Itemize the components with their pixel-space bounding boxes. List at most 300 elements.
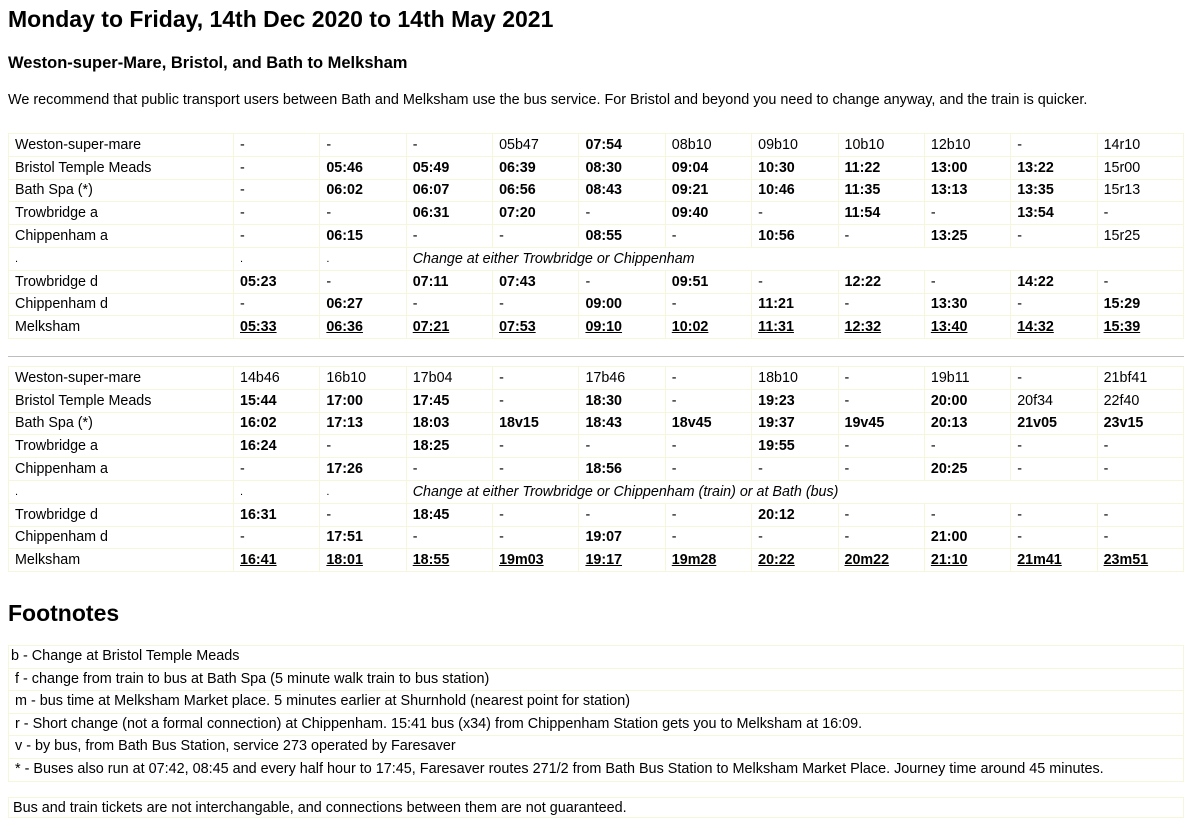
time-value: - (240, 182, 245, 199)
time-value: 10:30 (758, 159, 795, 176)
time-cell (1097, 389, 1183, 412)
time-value: 07:54 (585, 136, 623, 153)
time-cell (665, 526, 751, 549)
spacer-dot: . (320, 480, 406, 503)
timetable-row (9, 179, 1184, 202)
time-value: 09b10 (758, 136, 798, 153)
time-value: 18b10 (758, 369, 798, 386)
time-cell (752, 435, 838, 458)
time-cell (838, 202, 924, 225)
time-cell (1097, 156, 1183, 179)
time-cell (406, 367, 492, 390)
time-value: 09:51 (671, 273, 709, 290)
time-cell (838, 435, 924, 458)
time-cell (838, 179, 924, 202)
time-cell (1011, 549, 1097, 572)
time-cell (1011, 412, 1097, 435)
time-value: 18:01 (326, 552, 363, 569)
time-value: - (844, 296, 850, 313)
time-cell (234, 389, 320, 412)
time-cell (752, 503, 838, 526)
time-cell (320, 389, 406, 412)
time-cell (752, 412, 838, 435)
time-value: - (671, 529, 677, 546)
time-cell (838, 270, 924, 293)
time-value: - (671, 369, 677, 386)
time-cell (1011, 526, 1097, 549)
time-value: 17:51 (326, 529, 363, 546)
time-cell (752, 270, 838, 293)
time-cell (752, 179, 838, 202)
time-value: 06:27 (326, 296, 363, 313)
time-value: 17:26 (326, 461, 363, 478)
station-name: Chippenham d (9, 526, 234, 549)
time-cell (924, 389, 1010, 412)
time-value: - (671, 461, 677, 478)
time-cell (1011, 435, 1097, 458)
time-cell (752, 202, 838, 225)
timetable-row (9, 367, 1184, 390)
time-cell (924, 316, 1010, 339)
time-value: 08:43 (585, 182, 623, 199)
time-cell (320, 270, 406, 293)
timetable-row (9, 549, 1184, 572)
time-cell (838, 389, 924, 412)
time-value: 10:46 (758, 182, 795, 199)
change-note-row (9, 247, 1184, 270)
time-value: - (499, 296, 504, 313)
time-value: - (326, 136, 332, 153)
time-cell (1097, 526, 1183, 549)
time-value: 16b10 (326, 369, 367, 386)
time-cell (234, 225, 320, 248)
time-value: 11:22 (844, 159, 881, 176)
time-cell (320, 293, 406, 316)
time-cell (1011, 225, 1097, 248)
station-name: Bristol Temple Meads (9, 389, 234, 412)
time-value: - (1103, 529, 1109, 546)
time-cell (1011, 293, 1097, 316)
time-value: - (412, 228, 418, 245)
time-value: 13:30 (930, 296, 968, 313)
time-value: 10b10 (844, 136, 885, 153)
time-cell (406, 503, 492, 526)
time-value: 18v45 (671, 415, 712, 432)
time-value: 18:43 (585, 415, 623, 432)
time-value: - (758, 273, 763, 290)
time-value: 17:13 (326, 415, 363, 432)
time-value: - (326, 438, 332, 455)
time-cell (924, 156, 1010, 179)
timetable-row (9, 412, 1184, 435)
time-cell (579, 270, 665, 293)
timetable-row (9, 134, 1184, 157)
time-value: 11:35 (844, 182, 881, 199)
spacer-dot: . (234, 480, 320, 503)
time-value: - (412, 529, 418, 546)
time-cell (320, 202, 406, 225)
time-value: - (240, 461, 245, 478)
station-name: Bristol Temple Meads (9, 156, 234, 179)
station-name: . (9, 247, 234, 270)
time-value: - (671, 438, 677, 455)
time-cell (1097, 367, 1183, 390)
time-cell (579, 412, 665, 435)
time-value: - (585, 273, 591, 290)
time-value: 09:21 (671, 182, 709, 199)
time-value: 14b46 (240, 369, 280, 386)
time-cell (838, 367, 924, 390)
time-cell (406, 549, 492, 572)
time-value: 13:13 (930, 182, 968, 199)
station-name: Trowbridge a (9, 435, 234, 458)
time-value: 19v45 (844, 415, 885, 432)
time-cell (838, 293, 924, 316)
time-value: - (758, 529, 763, 546)
time-value: - (930, 506, 936, 523)
time-cell (752, 549, 838, 572)
time-cell (579, 458, 665, 481)
time-value: - (240, 205, 245, 222)
change-note: Change at either Trowbridge or Chippenham (train) or at Bath (bus) (406, 480, 1183, 503)
time-cell (493, 270, 579, 293)
time-cell (665, 549, 751, 572)
station-name: Bath Spa (*) (9, 412, 234, 435)
time-cell (493, 293, 579, 316)
time-cell (406, 293, 492, 316)
time-cell (493, 458, 579, 481)
time-cell (665, 293, 751, 316)
time-value: - (240, 159, 245, 176)
time-value: - (412, 136, 418, 153)
time-cell (406, 225, 492, 248)
time-value: 18:03 (412, 415, 450, 432)
time-cell (665, 316, 751, 339)
footnotes-heading: Footnotes (8, 600, 120, 626)
time-value: - (1103, 273, 1109, 290)
time-cell (579, 435, 665, 458)
time-cell (838, 549, 924, 572)
time-value: 05:49 (412, 159, 450, 176)
time-value: 16:41 (240, 552, 277, 569)
time-cell (320, 134, 406, 157)
time-value: 08b10 (671, 136, 712, 153)
time-cell (579, 526, 665, 549)
time-cell (493, 316, 579, 339)
time-value: 06:02 (326, 182, 363, 199)
time-cell (320, 458, 406, 481)
time-cell (579, 389, 665, 412)
time-cell (924, 435, 1010, 458)
time-cell (924, 367, 1010, 390)
time-value: 06:07 (412, 182, 450, 199)
time-cell (320, 156, 406, 179)
time-cell (838, 503, 924, 526)
time-cell (665, 503, 751, 526)
time-value: - (671, 296, 677, 313)
time-value: 08:55 (585, 228, 623, 245)
time-cell (1011, 389, 1097, 412)
time-cell (579, 367, 665, 390)
time-cell (924, 293, 1010, 316)
timetable-morning (8, 133, 1184, 339)
time-value: 20:25 (930, 461, 968, 478)
time-cell (924, 134, 1010, 157)
time-cell (234, 134, 320, 157)
time-value: 19m28 (671, 552, 717, 569)
time-cell (320, 225, 406, 248)
time-value: - (844, 438, 850, 455)
time-value: - (499, 369, 504, 386)
time-value: 13:00 (930, 159, 968, 176)
timetable-row (9, 526, 1184, 549)
time-cell (1011, 270, 1097, 293)
time-cell (665, 270, 751, 293)
time-cell (924, 412, 1010, 435)
timetable-row (9, 225, 1184, 248)
intro-text: We recommend that public transport users between Bath and Melksham use the bus service. For Bristol and beyond you need to change anyway, and the train is quicker. (8, 92, 1088, 108)
time-cell (924, 270, 1010, 293)
time-value: 23v15 (1103, 415, 1144, 432)
time-value: - (240, 296, 245, 313)
time-cell (406, 156, 492, 179)
time-cell (924, 202, 1010, 225)
time-cell (234, 412, 320, 435)
change-note: Change at either Trowbridge or Chippenham (406, 247, 1183, 270)
time-value: - (844, 228, 850, 245)
time-cell (838, 526, 924, 549)
time-value: 15:39 (1103, 319, 1141, 336)
time-cell (234, 435, 320, 458)
footnotes-list (8, 645, 1184, 782)
timetable-row (9, 435, 1184, 458)
time-cell (1011, 156, 1097, 179)
time-value: - (499, 392, 504, 409)
station-name: Weston-super-mare (9, 367, 234, 390)
station-name: Weston-super-mare (9, 134, 234, 157)
time-value: 05:23 (240, 273, 277, 290)
time-cell (752, 316, 838, 339)
time-value: - (499, 228, 504, 245)
time-value: - (1103, 438, 1109, 455)
time-value: 21:00 (930, 529, 968, 546)
time-value: - (1103, 506, 1109, 523)
time-cell (665, 458, 751, 481)
station-name: . (9, 480, 234, 503)
time-cell (406, 316, 492, 339)
time-cell (406, 389, 492, 412)
time-value: 14:22 (1017, 273, 1054, 290)
time-cell (320, 503, 406, 526)
time-cell (665, 225, 751, 248)
footnote-item: r - Short change (not a formal connection) at Chippenham. 15:41 bus (x34) from Chippenham Station gets you to Melksham at 16:09. (8, 714, 1184, 737)
time-value: 05b47 (499, 136, 539, 153)
time-value: 15r00 (1103, 159, 1141, 176)
time-cell (406, 270, 492, 293)
timetable-row (9, 202, 1184, 225)
time-value: 20m22 (844, 552, 890, 569)
page-title: Monday to Friday, 14th Dec 2020 to 14th May 2021 (8, 6, 554, 32)
time-cell (579, 202, 665, 225)
timetable-afternoon (8, 366, 1184, 572)
time-value: 15r25 (1103, 228, 1141, 245)
time-value: 15:29 (1103, 296, 1141, 313)
time-cell (406, 526, 492, 549)
time-cell (320, 549, 406, 572)
time-cell (493, 367, 579, 390)
time-value: 18:55 (412, 552, 450, 569)
time-value: 10:56 (758, 228, 795, 245)
time-value: 07:43 (499, 273, 536, 290)
time-cell (234, 179, 320, 202)
time-cell (924, 503, 1010, 526)
time-value: 13:22 (1017, 159, 1054, 176)
time-cell (320, 526, 406, 549)
time-cell (579, 225, 665, 248)
footnote-item: f - change from train to bus at Bath Spa (5 minute walk train to bus station) (8, 669, 1184, 692)
time-value: 06:31 (412, 205, 450, 222)
time-value: 05:46 (326, 159, 363, 176)
time-cell (838, 134, 924, 157)
time-cell (924, 549, 1010, 572)
time-value: 20:13 (930, 415, 968, 432)
time-cell (752, 389, 838, 412)
time-cell (752, 225, 838, 248)
time-value: 06:56 (499, 182, 536, 199)
time-cell (579, 549, 665, 572)
time-cell (752, 367, 838, 390)
time-value: 12:32 (844, 319, 882, 336)
time-value: 18:45 (412, 506, 450, 523)
time-value: 11:21 (758, 296, 794, 313)
time-cell (493, 134, 579, 157)
time-cell (1097, 503, 1183, 526)
time-cell (234, 367, 320, 390)
time-value: 13:25 (930, 228, 968, 245)
time-value: - (412, 296, 418, 313)
time-value: - (499, 461, 504, 478)
footnote-item: b - Change at Bristol Temple Meads (8, 645, 1184, 669)
time-value: 19:07 (585, 529, 623, 546)
footnote-item: v - by bus, from Bath Bus Station, service 273 operated by Faresaver (8, 736, 1184, 759)
timetable-row (9, 316, 1184, 339)
time-value: - (1017, 506, 1022, 523)
time-value: 16:31 (240, 506, 277, 523)
time-cell (752, 458, 838, 481)
footnote-item: m - bus time at Melksham Market place. 5 minutes earlier at Shurnhold (nearest point for station) (8, 691, 1184, 714)
time-cell (924, 458, 1010, 481)
time-value: - (326, 273, 332, 290)
time-cell (1097, 134, 1183, 157)
time-value: - (1017, 461, 1022, 478)
time-value: 07:11 (412, 273, 449, 290)
time-value: 21bf41 (1103, 369, 1148, 386)
time-value: - (758, 461, 763, 478)
time-value: 13:54 (1017, 205, 1054, 222)
section-divider (8, 356, 1184, 357)
time-value: 17b46 (585, 369, 626, 386)
time-cell (493, 389, 579, 412)
time-value: - (499, 529, 504, 546)
time-cell (1097, 202, 1183, 225)
time-value: 21:10 (930, 552, 968, 569)
time-cell (1011, 503, 1097, 526)
time-cell (838, 458, 924, 481)
time-cell (320, 316, 406, 339)
time-value: 21v05 (1017, 415, 1057, 432)
time-value: 07:21 (412, 319, 450, 336)
time-value: 17:00 (326, 392, 363, 409)
change-note-row (9, 480, 1184, 503)
time-value: 06:36 (326, 319, 363, 336)
station-name: Melksham (9, 316, 234, 339)
time-value: 13:40 (930, 319, 968, 336)
time-value: 14:32 (1017, 319, 1054, 336)
time-value: 09:04 (671, 159, 709, 176)
time-cell (234, 458, 320, 481)
time-cell (234, 293, 320, 316)
time-cell (493, 202, 579, 225)
time-value: 16:02 (240, 415, 277, 432)
time-cell (234, 156, 320, 179)
time-cell (1097, 458, 1183, 481)
time-cell (493, 549, 579, 572)
time-cell (1097, 225, 1183, 248)
time-value: - (1017, 438, 1022, 455)
time-value: - (1017, 369, 1022, 386)
time-value: - (758, 205, 763, 222)
time-value: - (240, 529, 245, 546)
time-value: 13:35 (1017, 182, 1054, 199)
timetable-row (9, 270, 1184, 293)
time-value: - (844, 392, 850, 409)
time-cell (579, 156, 665, 179)
time-cell (838, 412, 924, 435)
time-value: 05:33 (240, 319, 277, 336)
time-value: 19:37 (758, 415, 795, 432)
time-cell (493, 526, 579, 549)
time-value: 15r13 (1103, 182, 1141, 199)
time-cell (1011, 134, 1097, 157)
time-value: - (585, 506, 591, 523)
time-value: - (1017, 529, 1022, 546)
time-cell (665, 156, 751, 179)
time-cell (406, 435, 492, 458)
time-value: 15:44 (240, 392, 277, 409)
timetable-row (9, 156, 1184, 179)
station-name: Chippenham d (9, 293, 234, 316)
time-value: - (326, 205, 332, 222)
time-cell (752, 293, 838, 316)
time-value: - (585, 438, 591, 455)
time-value: 19:23 (758, 392, 795, 409)
time-cell (579, 179, 665, 202)
time-value: 12b10 (930, 136, 971, 153)
time-value: - (930, 273, 936, 290)
time-cell (493, 503, 579, 526)
time-cell (665, 367, 751, 390)
time-value: - (240, 136, 245, 153)
station-name: Melksham (9, 549, 234, 572)
time-value: 11:31 (758, 319, 794, 336)
time-value: - (1017, 296, 1022, 313)
time-cell (579, 316, 665, 339)
time-cell (838, 316, 924, 339)
time-cell (234, 549, 320, 572)
time-value: 20:22 (758, 552, 795, 569)
time-cell (579, 293, 665, 316)
time-value: 18:30 (585, 392, 623, 409)
